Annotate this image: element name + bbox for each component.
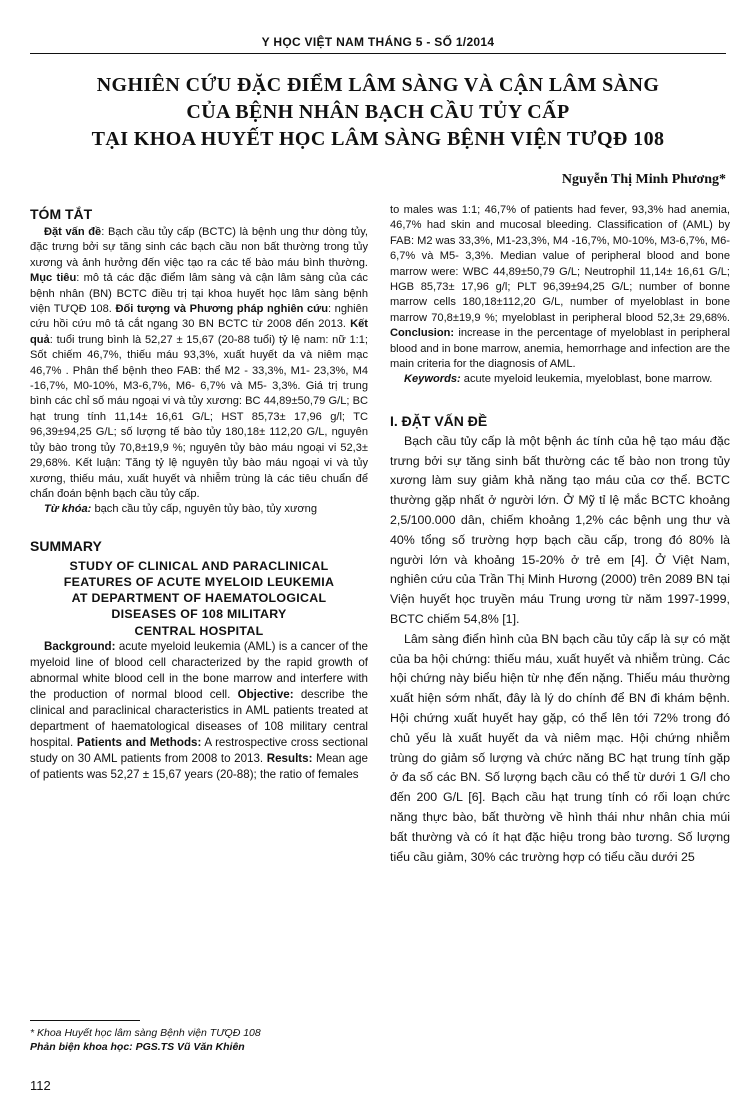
label-methods-vi: Đối tượng và Phương pháp nghiên cứu <box>115 303 328 316</box>
label-objective-vi: Mục tiêu <box>30 272 77 285</box>
author-name: Nguyễn Thị Minh Phương* <box>561 172 726 187</box>
header-rule <box>30 53 726 54</box>
summary-title-line: AT DEPARTMENT OF HAEMATOLOGICAL <box>71 591 327 606</box>
text-methods-vi: : nghiên cứu hồi cứu mô tả cắt ngang 30 BN BCTC từ 2008 đến 2013. <box>30 303 368 331</box>
label-background-vi: Đặt vấn đề <box>44 226 102 238</box>
abstract-vi-heading: TÓM TẮT <box>30 206 93 222</box>
text-conclusion-en: increase in the percentage of myeloblast in peripheral blood and in bone marrow, anemia, hemorrhage and infection are the main criteria for the diagnosis of AML. <box>390 327 730 371</box>
text-objective-en: describe the clinical and paraclinical characteristics in AML patients treated at department of haematological diseases of 108 military central hospital. <box>30 687 368 749</box>
title-line: TẠI KHOA HUYẾT HỌC LÂM SÀNG BỆNH VIỆN TƯQĐ 108 <box>91 128 665 150</box>
label-results-vi: Kết quả <box>30 318 368 346</box>
article-title <box>40 72 716 153</box>
label-keywords-en: Keywords: <box>404 373 461 386</box>
text-background-en: acute myeloid leukemia (AML) is a cancer of the myeloid line of blood cell characterized by the rapid growth of abnormal white blood cell in the bone marrow and interfere with the production of normal blood cell. <box>30 639 368 701</box>
abstract-vi-body <box>30 225 368 502</box>
running-header: Y HỌC VIỆT NAM THÁNG 5 - SỐ 1/2014 <box>261 35 495 49</box>
section-1-paragraph: Bạch cầu tủy cấp là một bệnh ác tính của hệ tạo máu đặc trưng bởi sự tăng sinh bất thường các tế bào non trong tủy xương làm suy giảm khả năng tạo máu của cơ thể. BCTC thường gặp nhất ở người lớn. Ở Mỹ tỉ lệ mắc BCTC khoảng 2,5/100.000 dân, chiếm khoảng 1,2% các bệnh ung thư và 40% tổng số trường hợp bạch cầu cấp, trong đó 80% là người lớn và khoảng 15-20% ở trẻ em [4]. Ở Việt Nam, nghiên cứu của Trần Thị Minh Hương (2000) trên 2089 BN tại Viện huyết học truyền máu Trung ương từ năm 1997-1999, BCTC chiếm 54,8% [1]. <box>390 433 730 627</box>
summary-body-continued <box>390 203 730 372</box>
label-methods-en: Patients and Methods: <box>76 735 202 749</box>
section-1-heading: I. ĐẶT VẤN ĐỀ <box>390 412 488 429</box>
label-conclusion-en: Conclusion: <box>390 327 455 340</box>
summary-heading: SUMMARY <box>30 537 102 554</box>
text-results-en: Mean age of patients was 52,27 ± 15,67 years (20-88); the ratio of females <box>30 751 368 781</box>
summary-body <box>30 639 368 783</box>
label-results-en: Results: <box>266 751 313 765</box>
footnote-affiliation: * Khoa Huyết học lâm sàng Bệnh viện TƯQĐ 108 <box>30 1027 261 1039</box>
footnotes <box>30 1026 370 1054</box>
text-results-vi: : tuổi trung bình là 52,27 ± 15,67 (20-88 tuổi) tỷ lệ nam: nữ 1:1; Sốt chiếm 46,7%, thiếu máu 93,3%, xuất huyết da và niêm mạc 46,7% . Phân thể bệnh theo FAB: thể M2 - 33,3%, M1- 23,3%, M4 -16,7%, M0-10%, M3-6,7%, M6- 6,7% và M5- 3,3%. Giá trị trung bình các chỉ số máu ngoại vi và tủy xương: BC 44,89±50,79 G/L; BC hạt trung tính 11,14± 16,61 G/L; HST 85,73± 17,96 g/l; TC 96,39±94,25 G/L; số lượng tế bào tủy 180,18± 112,20 G/L, nguyên tủy bào trong tủy 70,8±19,9 %; nguyên tủy bào máu ngoại vi 52,3± 29,68%. Kết luận: Tăng tỷ lệ nguyên tủy bào máu ngoại vi và tủy xương, thiếu máu, xuất huyết và nhiễm trùng là các tiêu chuẩn để chẩn đoán bệnh bạch cầu tủy cấp. <box>30 333 368 500</box>
text-results-en-cont: to males was 1:1; 46,7% of patients had fever, 93,3% had anemia, 46,7% had skin and mucosal bleeding. Classification of (AML) by FAB: M2 was 33,3%, M1-23,3%, M4 -16,7%, M0-10%, M3-6,7%, M6- 6,7% và M5- 3,3%. Median value of peripheral blood and bone marrow were: WBC 44,89±50,79 G/L; Neutrophil 11,14± 16,61 G/L; HGB 85,73± 17,96 g/l; PLT 96,39±94,25 G/L; number of bonne marrow cells 180,18±112,20 G/L, number of myeloblast in bone marrow 70,8±19,9 %; myeloblast in peripheral blood 52,3± 29,68%. <box>390 204 730 324</box>
title-line: NGHIÊN CỨU ĐẶC ĐIỂM LÂM SÀNG VÀ CẬN LÂM SÀNG <box>96 74 660 96</box>
title-line: CỦA BỆNH NHÂN BẠCH CẦU TỦY CẤP <box>186 101 570 123</box>
section-1-paragraph: Lâm sàng điển hình của BN bạch cầu tủy cấp là sự có mặt của ba hội chứng: thiếu máu, xuất huyết và nhiễm trùng. Các hội chứng này biểu hiện từ nhẹ đến nặng. Thiếu máu thường xuất hiện sớm nhất, đây là lý do chính để BN đi khám bệnh. Hội chứng xuất huyết hay gặp, có thể lên tới 72% trong đó chủ yếu là xuất huyết da và niêm mạc. Hội chứng nhiễm trùng do giảm số lượng và chức năng BC hạt trung tính gặp ở đa số các BN. Số lượng bạch cầu có thể từ dưới 1 G/l cho đến 200 G/L [6]. Bạch cầu hạt trung tính có rối loạn chức năng thực bào, bất thường về hình thái như nhân chia múi bất thường và có ít hạt đặc hiệu trong bào tương. Số lượng tiểu cầu giảm, 30% các trường hợp có tiểu cầu dưới 25 <box>390 631 730 864</box>
label-objective-en: Objective: <box>237 687 294 701</box>
page-number: 112 <box>30 1078 51 1093</box>
text-methods-en: A restrospective cross sectional study on 30 AML patients from 2008 to 2013. <box>30 735 368 765</box>
summary-title-line: DISEASES OF 108 MILITARY <box>111 607 287 622</box>
summary-title <box>30 558 368 639</box>
summary-title-line: CENTRAL HOSPITAL <box>134 623 264 638</box>
summary-title-line: STUDY OF CLINICAL AND PARACLINICAL <box>69 558 329 573</box>
footnote-rule <box>30 1020 140 1021</box>
label-background-en: Background: <box>44 639 116 653</box>
text-background-vi: : Bạch cầu tủy cấp (BCTC) là bệnh ung thư dòng tủy, đặc trưng bởi sự tăng sinh các bạch cầu non bất thường trong tủy xương và ảnh hưởng đến việc tạo ra các tế bào máu bình thường. <box>30 226 368 269</box>
text-objective-vi: : mô tả các đặc điểm lâm sàng và cận lâm sàng của các bệnh nhân (BN) BCTC điều trị tại khoa huyết học lâm sàng bệnh viện TƯQĐ 108. <box>30 272 368 316</box>
text-keywords-vi: bạch cầu tủy cấp, nguyên tủy bào, tủy xương <box>91 503 317 516</box>
left-column <box>30 205 368 783</box>
footnote-reviewer: Phản biện khoa học: PGS.TS Vũ Văn Khiên <box>30 1041 245 1053</box>
keywords-vi <box>30 502 368 517</box>
label-keywords-vi: Từ khóa: <box>44 503 92 516</box>
keywords-en <box>390 372 730 387</box>
right-column <box>390 203 730 867</box>
text-keywords-en: acute myeloid leukemia, myeloblast, bone marrow. <box>460 373 713 386</box>
summary-title-line: FEATURES OF ACUTE MYELOID LEUKEMIA <box>63 574 335 589</box>
